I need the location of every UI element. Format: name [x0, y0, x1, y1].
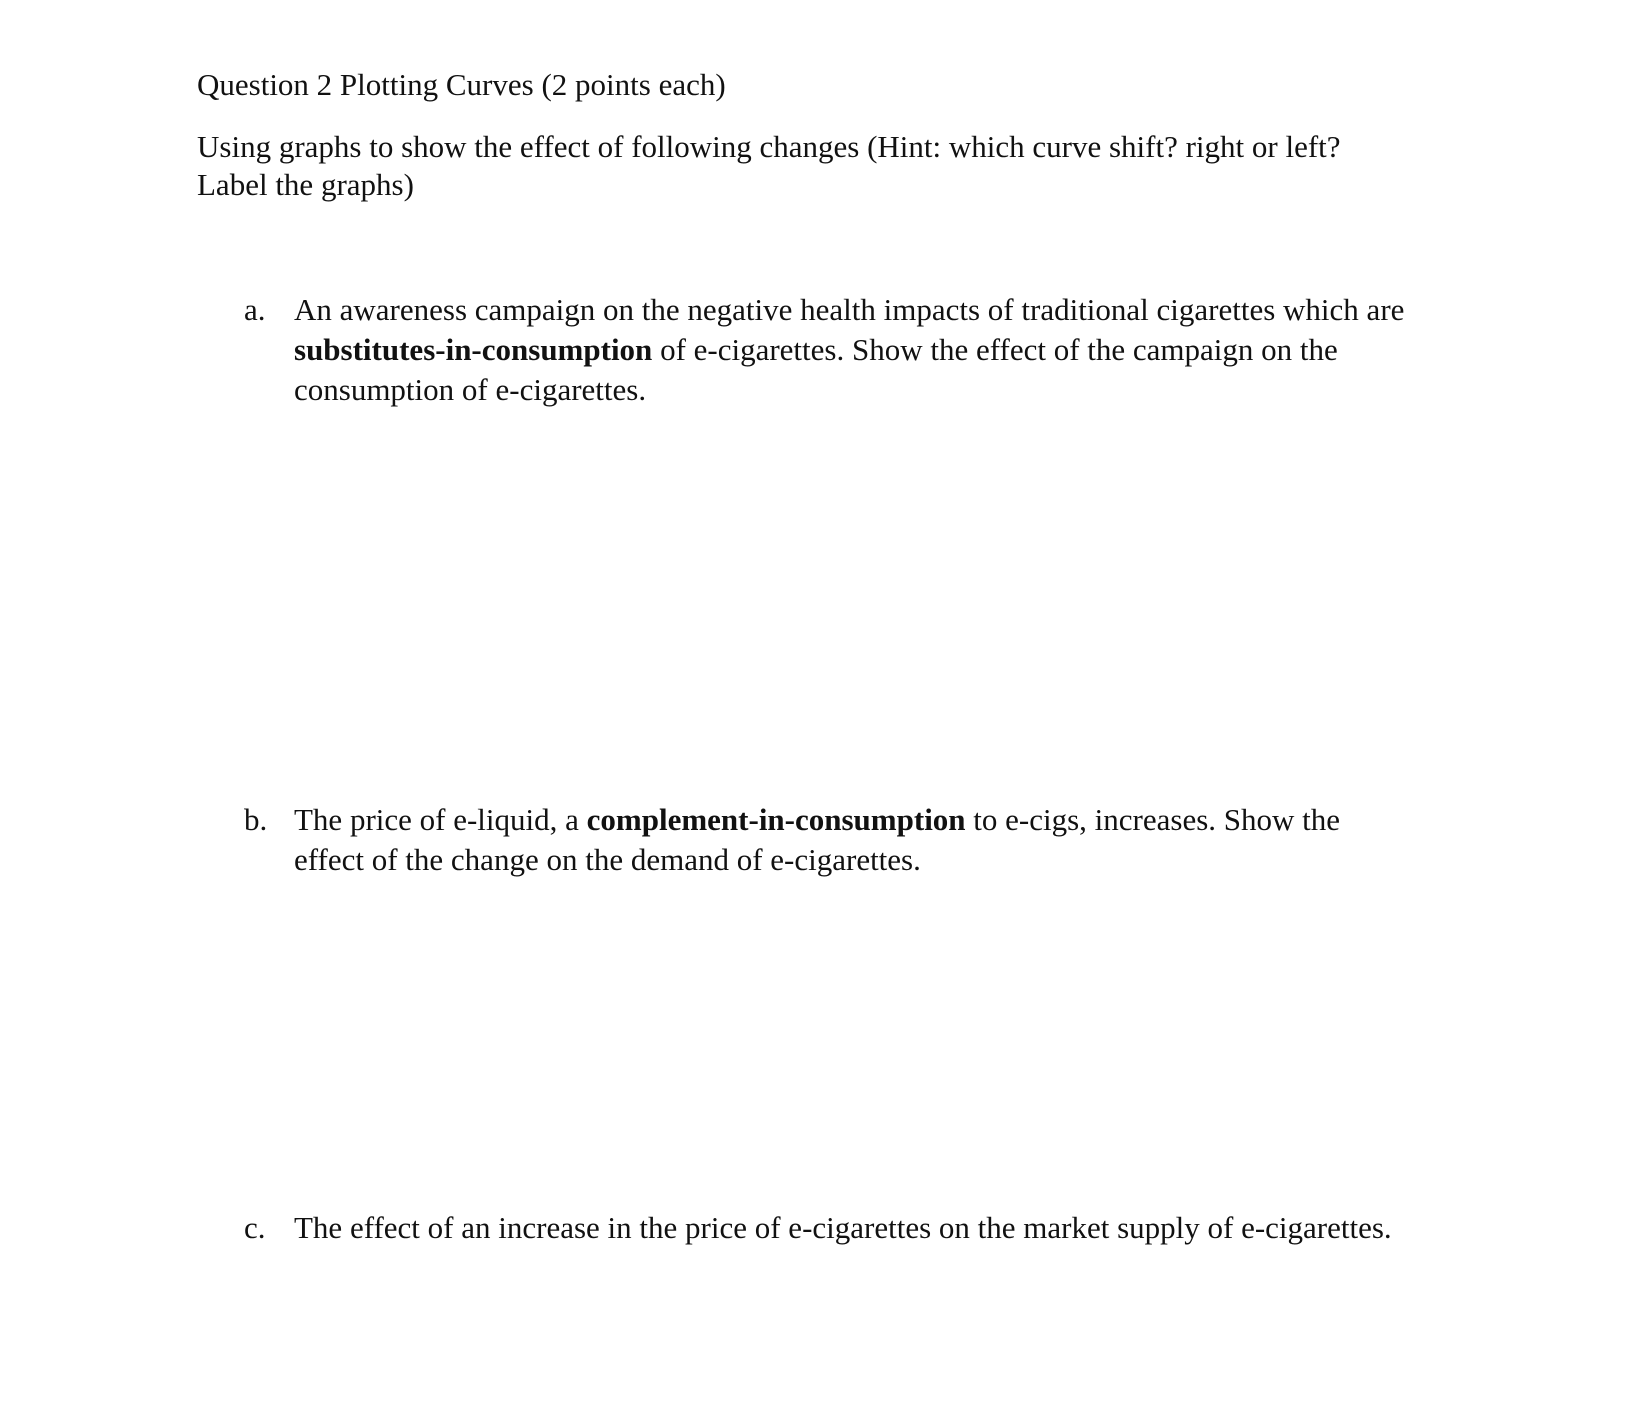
- question-item-b: [244, 800, 1464, 880]
- question-title: Question 2 Plotting Curves (2 points each): [197, 67, 726, 102]
- item-b-line-1: [294, 800, 1464, 840]
- item-b-line-2: effect of the change on the demand of e-cigarettes.: [294, 842, 921, 877]
- item-a-line-1: An awareness campaign on the negative health impacts of traditional cigarettes which are: [294, 292, 1405, 327]
- item-a-line-3: consumption of e-cigarettes.: [294, 372, 647, 407]
- instructions-line-2: Label the graphs): [197, 167, 414, 202]
- item-c-line-1: The effect of an increase in the price of e-cigarettes on the market supply of e-cigarettes.: [294, 1210, 1392, 1245]
- question-instructions: [197, 128, 1457, 204]
- question-item-c: [244, 1208, 1464, 1248]
- instructions-line-1: Using graphs to show the effect of following changes (Hint: which curve shift? right or left?: [197, 129, 1341, 164]
- item-marker-a: a.: [244, 292, 266, 327]
- term-complement-in-consumption: complement-in-consumption: [586, 802, 966, 837]
- item-text-c: [294, 1208, 1464, 1248]
- term-substitutes-in-consumption: substitutes-in-consumption: [294, 332, 653, 367]
- item-marker-b: b.: [244, 802, 268, 837]
- question-item-a: [244, 290, 1464, 410]
- item-text-a: [294, 290, 1464, 410]
- item-a-line-2-rest: of e-cigarettes. Show the effect of the campaign on the: [652, 332, 1338, 367]
- item-marker-c: c.: [244, 1210, 266, 1245]
- item-text-b: [294, 800, 1464, 880]
- item-b-line-1-pre: The price of e-liquid, a: [294, 802, 587, 837]
- item-a-line-2: [294, 330, 1464, 370]
- item-b-line-1-post: to e-cigs, increases. Show the: [965, 802, 1341, 837]
